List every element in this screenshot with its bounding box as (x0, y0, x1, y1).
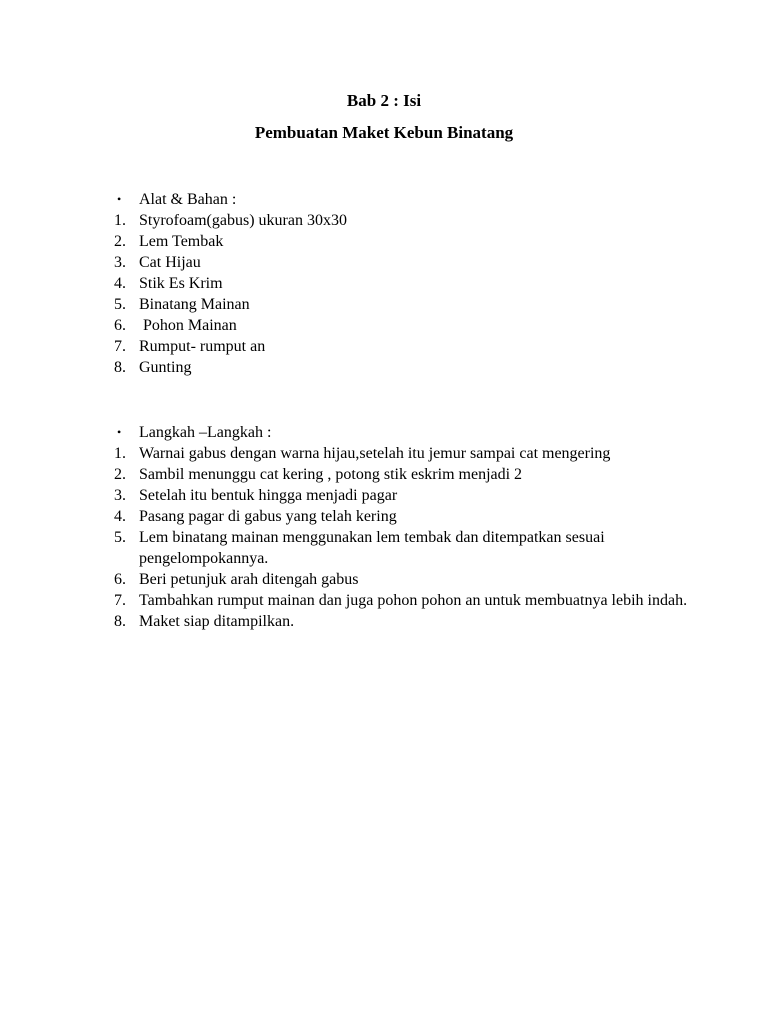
tools-heading-row (114, 189, 714, 210)
list-number: 1. (114, 212, 126, 229)
list-item (114, 464, 714, 485)
list-item-text: Styrofoam(gabus) ukuran 30x30 (139, 212, 347, 229)
list-number: 3. (114, 487, 126, 504)
tools-heading: Alat & Bahan : (139, 191, 237, 208)
list-item-text: Warnai gabus dengan warna hijau,setelah itu jemur sampai cat mengering (139, 445, 611, 462)
list-number: 2. (114, 466, 126, 483)
steps-heading-row (114, 422, 714, 443)
bullet-icon: • (117, 425, 122, 439)
list-item-text: Rumput- rumput an (139, 338, 266, 355)
list-number: 6. (114, 317, 126, 334)
tools-section (114, 189, 714, 378)
list-item (114, 443, 714, 464)
steps-heading: Langkah –Langkah : (139, 424, 272, 441)
list-number: 3. (114, 254, 126, 271)
list-number: 2. (114, 233, 126, 250)
chapter-title: Bab 2 : Isi (346, 91, 422, 110)
list-item (114, 294, 714, 315)
list-item (114, 485, 714, 506)
list-item (114, 252, 714, 273)
list-item-text: Gunting (139, 359, 192, 376)
list-item-text: Pohon Mainan (139, 317, 237, 334)
list-item (114, 506, 714, 527)
list-item-text: Binatang Mainan (139, 296, 250, 313)
document-subtitle: Pembuatan Maket Kebun Binatang (254, 123, 514, 142)
list-item (114, 590, 714, 611)
bullet-icon: • (117, 192, 122, 206)
list-item (114, 569, 714, 590)
list-item-text: Tambahkan rumput mainan dan juga pohon pohon an untuk membuatnya lebih indah. (139, 592, 688, 609)
list-item (114, 336, 714, 357)
list-number: 5. (114, 296, 126, 313)
list-item (114, 210, 714, 231)
list-item-text: Beri petunjuk arah ditengah gabus (139, 571, 359, 588)
list-item (114, 527, 714, 569)
list-item-text: Cat Hijau (139, 254, 201, 271)
list-item-text: Pasang pagar di gabus yang telah kering (139, 508, 397, 525)
list-item (114, 315, 714, 336)
list-item-text: Setelah itu bentuk hingga menjadi pagar (139, 487, 398, 504)
list-item (114, 611, 714, 632)
steps-section (114, 422, 714, 632)
list-item-text: Lem Tembak (139, 233, 224, 250)
list-item (114, 231, 714, 252)
list-number: 7. (114, 592, 126, 609)
list-item (114, 273, 714, 294)
list-number: 1. (114, 445, 126, 462)
list-number: 8. (114, 359, 126, 376)
list-number: 4. (114, 508, 126, 525)
list-item-text: Lem binatang mainan menggunakan lem tembak dan ditempatkan sesuai pengelompokannya. (139, 529, 609, 567)
list-item-text: Maket siap ditampilkan. (139, 613, 295, 630)
list-item (114, 357, 714, 378)
list-number: 5. (114, 529, 126, 546)
list-item-text: Stik Es Krim (139, 275, 223, 292)
list-number: 4. (114, 275, 126, 292)
list-number: 8. (114, 613, 126, 630)
list-item-text: Sambil menunggu cat kering , potong stik eskrim menjadi 2 (139, 466, 523, 483)
list-number: 6. (114, 571, 126, 588)
list-number: 7. (114, 338, 126, 355)
